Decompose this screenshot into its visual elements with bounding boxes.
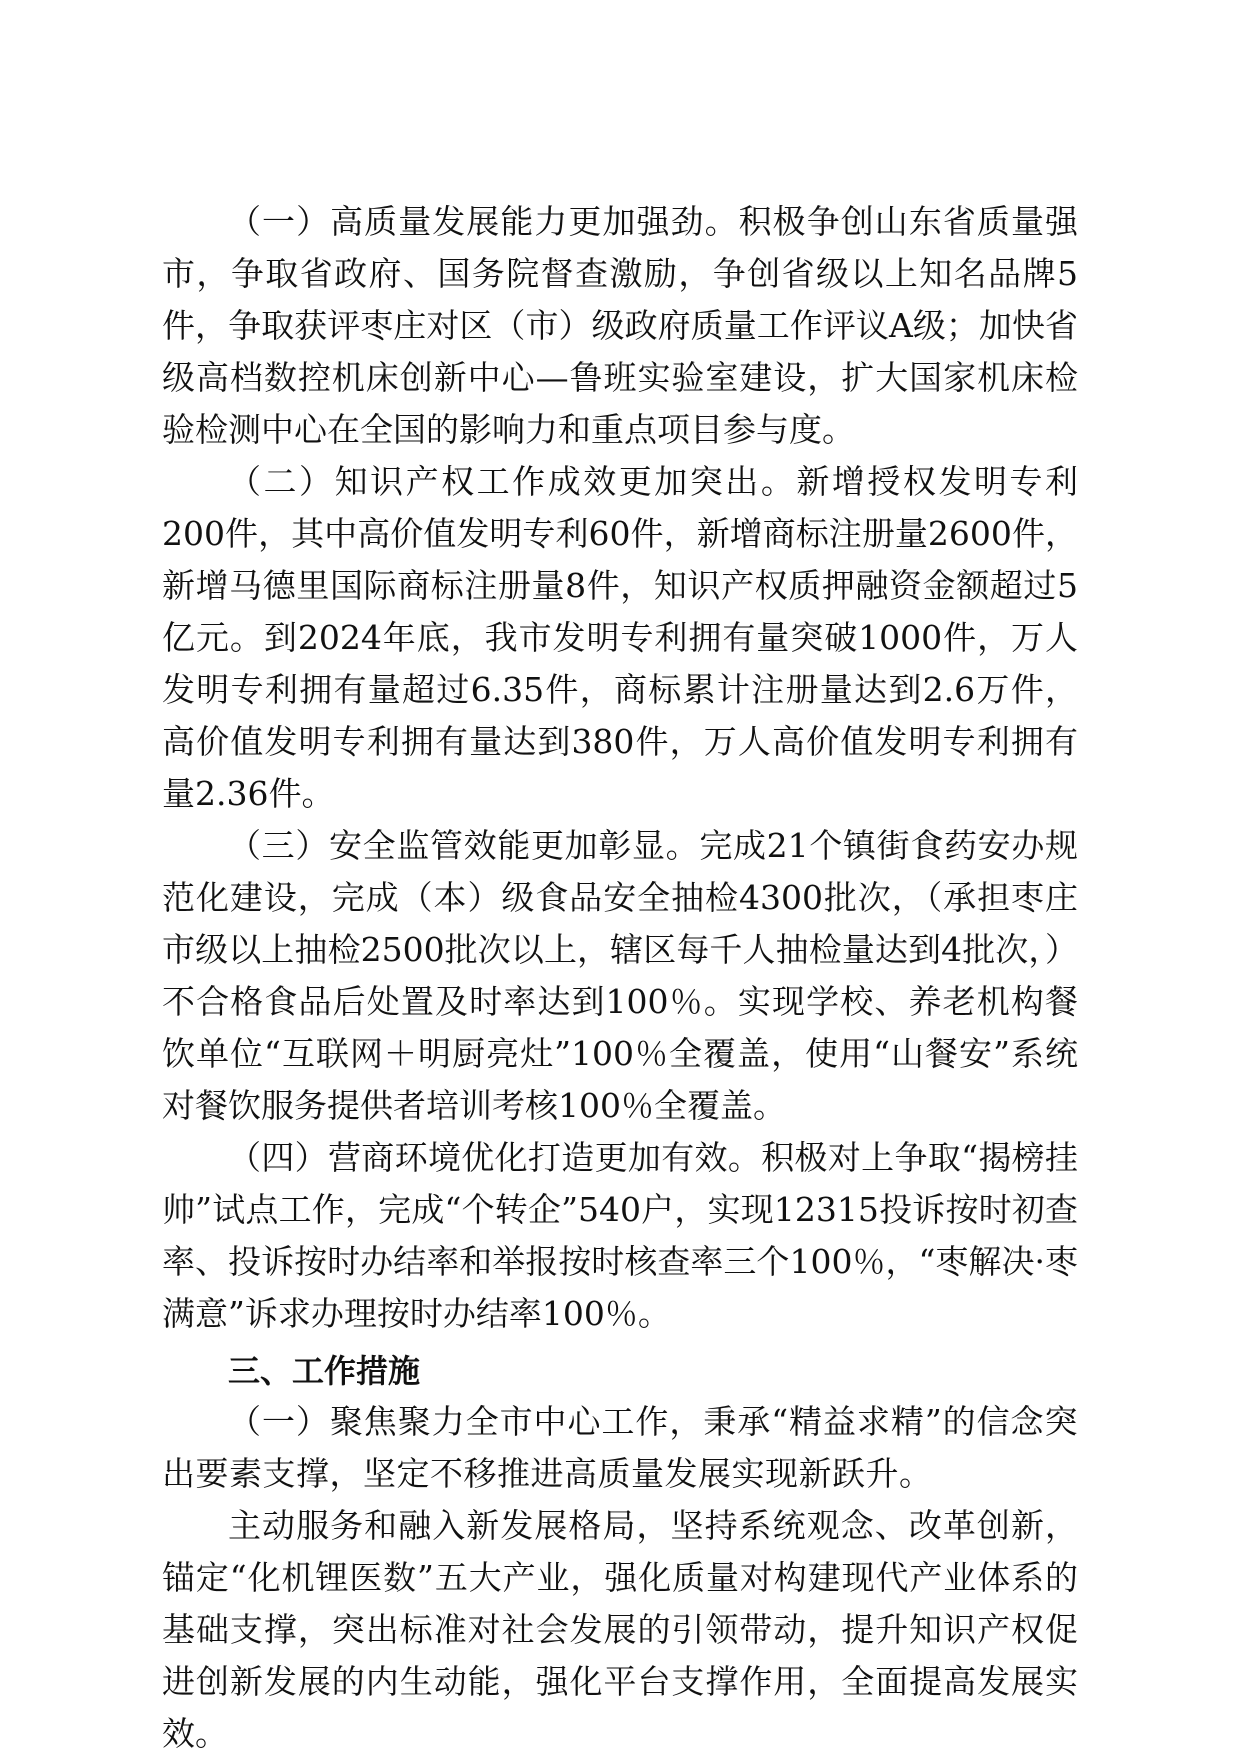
goal-2-lead: （二）知识产权工作成效更加突出。 [228, 462, 797, 501]
goal-4-lead: （四）营商环境优化打造更加有效。 [228, 1138, 762, 1177]
measure-1-body: 主动服务和融入新发展格局，坚持系统观念、改革创新，锚定“化机锂医数”五大产业，强化质量对构建现代产业体系的基础支撑，突出标准对社会发展的引领带动，提升知识产权促进创新发展的内生动能，强化平台支撑作用，全面提高发展实效。 [162, 1506, 1078, 1753]
goal-4-body: 积极对上争取“揭榜挂帅”试点工作，完成“个转企”540户，实现12315投诉按时初查率、投诉按时办结率和举报按时核查率三个100％，“枣解决·枣满意”诉求办理按时办结率100％。 [162, 1138, 1078, 1333]
goal-paragraph-1 [162, 196, 1078, 456]
goal-1-lead: （一）高质量发展能力更加强劲。 [228, 202, 739, 241]
goal-1-body: 积极争创山东省质量强市，争取省政府、国务院督查激励，争创省级以上知名品牌5件，争取获评枣庄对区（市）级政府质量工作评议A级；加快省级高档数控机床创新中心—鲁班实验室建设，扩大国家机床检验检测中心在全国的影响力和重点项目参与度。 [162, 202, 1079, 449]
goal-paragraph-2 [162, 456, 1078, 820]
goal-paragraph-3 [162, 820, 1078, 1132]
measure-1-lead: （一）聚焦聚力全市中心工作，秉承“精益求精”的信念突出要素支撑，坚定不移推进高质量发展实现新跃升。 [162, 1402, 1078, 1493]
goal-2-body: 新增授权发明专利200件，其中高价值发明专利60件，新增商标注册量2600件，新增马德里国际商标注册量8件，知识产权质押融资金额超过5亿元。到2024年底，我市发明专利拥有量突破1000件，万人发明专利拥有量超过6.35件，商标累计注册量达到2.6万件，高价值发明专利拥有量达到380件，万人高价值发明专利拥有量2.36件。 [162, 462, 1079, 813]
goal-paragraph-4 [162, 1132, 1078, 1340]
document-page [162, 196, 1078, 1760]
goal-3-body: 完成21个镇街食药安办规范化建设，完成（本）级食品安全抽检4300批次，（承担枣庄市级以上抽检2500批次以上，辖区每千人抽检量达到4批次，）不合格食品后处置及时率达到100％。实现学校、养老机构餐饮单位“互联网＋明厨亮灶”100％全覆盖，使用“山餐安”系统对餐饮服务提供者培训考核100％全覆盖。 [162, 826, 1079, 1125]
section-heading: 三、工作措施 [228, 1352, 421, 1390]
goal-3-lead: （三）安全监管效能更加彰显。 [228, 826, 700, 865]
